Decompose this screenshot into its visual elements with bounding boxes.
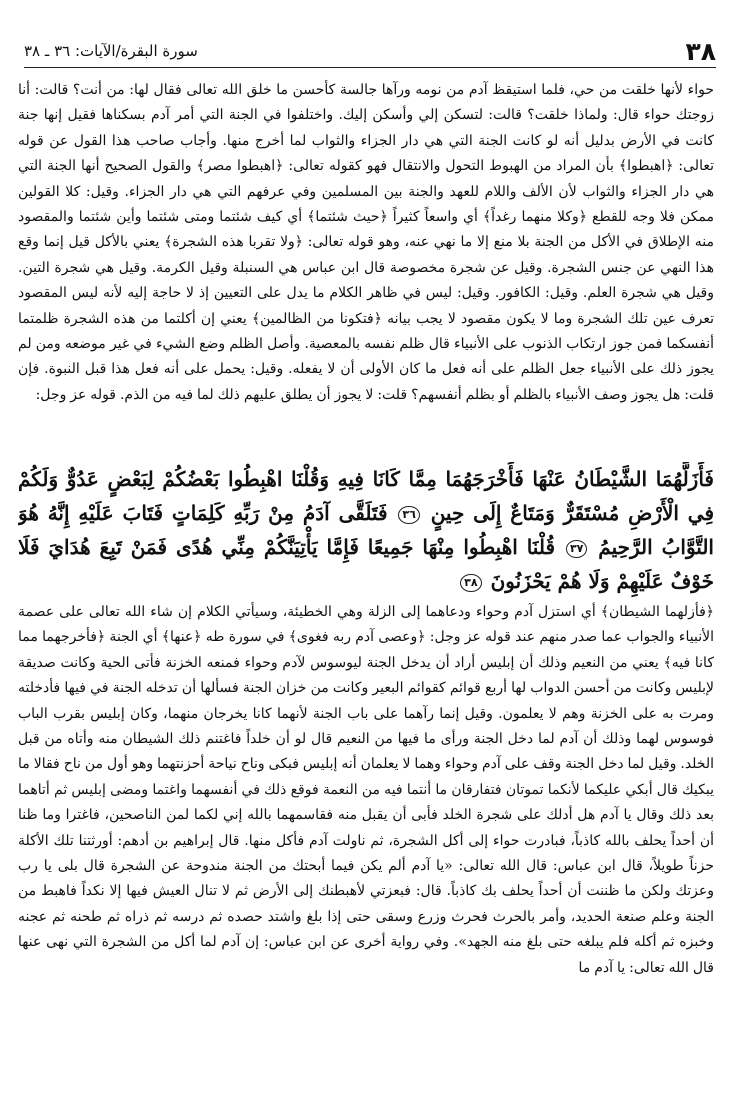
ayah-number-marker: ٣٨ — [460, 574, 481, 592]
paragraph: حواء لأنها خلقت من حي، فلما استيقظ آدم من نومه ورآها جالسة كأحسن ما خلق الله تعالى فقال لها: من أنت؟ قالت: أنا زوجتك حواء قال: ولماذا خلقت؟ قالت: لتسكن إلي وأسكن إليك. واختلفوا في الجنة التي أمر آدم بسكناها فقيل إنها جنة كانت في الأرض بدليل أنه لو كانت الجنة التي هي دار الجزاء والثواب لما أخرج منها. — [18, 82, 714, 149]
paragraph: وأجاب صاحب هذا القول عن قوله تعالى: ﴿اهبطوا﴾ بأن المراد من الهبوط التحول والانتقال فهو كقوله تعالى: ﴿اهبطوا مصر﴾ والقول الصحيح أنها الجنة التي هي دار الجزاء والثواب لأن الألف واللام للعهد والجنة بين المسلمين وفي عرفهم التي هي دار الجزاء. وقيل: كلا القولين ممكن فلا وجه للقطع ﴿وكلا منهما رغداً﴾ أي واسعاً كثيراً ﴿حيث شئتما﴾ أي كيف شئتما ومتى شئتما وأين شئتما والمقصود منه الإطلاق في الأكل من الجنة بلا منع إلا ما نهي عنه، وهو قوله تعالى: ﴿ولا تقربا هذه الشجرة﴾ يعني بالأكل قيل إنما وقع هذا النهي عن جنس الشجرة. وقيل عن شجرة مخصوصة قال ابن عباس هي السنبلة وقيل الكرمة. وقيل هي شجرة التين. وقيل هي شجرة العلم. وقيل: الكافور. وقيل: ليس في ظاهر الكلام ما يدل على التعيين إذ لا حاجة إليه لأنه ليس المقصود تعرف عين تلك الشجرة وما لا يكون مقصود لا يجب بيانه ﴿فتكونا من الظالمين﴾ يعني إن أكلتما من هذه الشجرة ظلمتما أنفسكما فمن جوز ارتكاب الذنوب على الأنبياء قال ظلم نفسه بالمعصية. وأصل الظلم وضع الشيء في غير موضعه ومن لم يجوز ذلك على الأنبياء جعل الظلم على أنه فعل ما كان الأولى أن لا يفعله. وقيل: يحمل على أنه فعل هذا قبل النبوة. فإن قلت: هل يجوز وصف الأنبياء بالظلم أو بظلم أنفسهم؟ قلت: لا يجوز أن يطلق عليهم ذلك لما فيه من الذم. قوله عز وجل: — [18, 132, 714, 403]
ayah-number-marker: ٣٦ — [398, 506, 419, 524]
verse-text: قُلْنَا اهْبِطُوا مِنْهَا جَمِيعًا فَإِمَّا يَأْتِيَنَّكُمْ مِنِّي هُدًى فَمَنْ تَبِعَ هُدَايَ فَلَا خَوْفٌ عَلَيْهِمْ وَلَا هُمْ يَحْزَنُونَ — [18, 535, 714, 593]
page-number: ٣٨ — [685, 37, 716, 66]
verse-text: فَتَلَقَّى آدَمُ مِنْ رَبِّهِ كَلِمَاتٍ فَتَابَ عَلَيْهِ إِنَّهُ هُوَ التَّوَّابُ الرَّحِيمُ — [18, 501, 714, 559]
running-title: سورة البقرة/الآيات: ٣٦ ـ ٣٨ — [24, 42, 198, 60]
ayah-number-marker: ٣٧ — [566, 540, 587, 558]
paragraph: ﴿فأزلهما الشيطان﴾ أي استزل آدم وحواء ودعاهما إلى الزلة وهي الخطيئة، وسيأتي الكلام إن شاء الله تعالى على عصمة الأنبياء والجواب عما صدر منهم عند قوله عز وجل: ﴿وعصى آدم ربه فغوى﴾ في سورة طه ﴿عنها﴾ أي الجنة ﴿فأخرجهما مما كانا فيه﴾ يعني من النعيم وذلك أن إبليس أراد أن يدخل الجنة ليوسوس لآدم وحواء فمنعه الخزنة فأتى الحية وكانت صديقة لإبليس وكانت من أحسن الدواب لها أربع قوائم كقوائم البعير وكانت من خزان الجنة فسألها أن تدخله الجنة في فيها فأدخلته ومرت به على الخزنة وهم لا يعلمون. وقيل إنما رآهما على باب الجنة لأنهما كانا يخرجان منهما، وكان إبليس بقرب الباب فوسوس لهما وذلك أن آدم لما دخل الجنة ورأى ما فيها من النعيم قال لو أن خلداً فاغتنم ذلك الشيطان منه وأتاه من قبل الخلد. وقيل لما دخل الجنة وقف على آدم وحواء وهما لا يعلمان أنه إبليس فبكى وناح نياحة أحزنتهما وهو أول من ناح فقالا ما يبكيك قال أبكي عليكما لأنكما تموتان فتفارقان ما أنتما فيه من النعمة فوقع ذلك في أنفسهما واغتما ومضى إبليس ثم أتاهما بعد ذلك وقال يا آدم هل أدلك على شجرة الخلد فأبى أن يقبل منه فقاسمهما بالله إني لكما لمن الناصحين، فاغترا وما ظنا أن أحداً يحلف بالله كاذباً، فبادرت حواء إلى أكل الشجرة، ثم ناولت آدم فأكل منها. قال إبراهيم بن أدهم: أورثتنا تلك الأكلة حزناً طويلاً، قال ابن عباس: قال الله تعالى: «يا آدم ألم يكن فيما أبحتك من الجنة مندوحة عن الشجرة قال بلى يا رب وعزتك ولكن ما ظننت أن أحداً يحلف بك كاذباً. قال: فبعزتي لأهبطنك إلى الأرض ثم لا تنال العيش فيها إلا نكداً فاهبط من الجنة وعلم صنعة الحديد، وأمر بالحرث فحرث وزرع وسقى حتى إذا بلغ واشتد حصده ثم درسه ثم ذراه ثم طحنه ثم عجنه وخبزه ثم أكله فلم يبلغه حتى بلغ منه الجهد». وفي رواية أخرى عن ابن عباس: إن آدم لما أكل من الشجرة التي نهى عنها قال الله تعالى: يا آدم ما — [18, 604, 714, 976]
commentary-top — [18, 78, 714, 460]
quran-verses — [18, 462, 714, 598]
page-header — [24, 34, 716, 68]
commentary-bottom — [18, 600, 714, 1092]
header-rule — [24, 67, 716, 68]
verse-text: فَأَزَلَّهُمَا الشَّيْطَانُ عَنْهَا فَأَخْرَجَهُمَا مِمَّا كَانَا فِيهِ وَقُلْنَا اهْبِطُوا بَعْضُكُمْ لِبَعْضٍ عَدُوٌّ وَلَكُمْ فِي الْأَرْضِ مُسْتَقَرٌّ وَمَتَاعٌ إِلَى حِينٍ — [18, 467, 714, 525]
